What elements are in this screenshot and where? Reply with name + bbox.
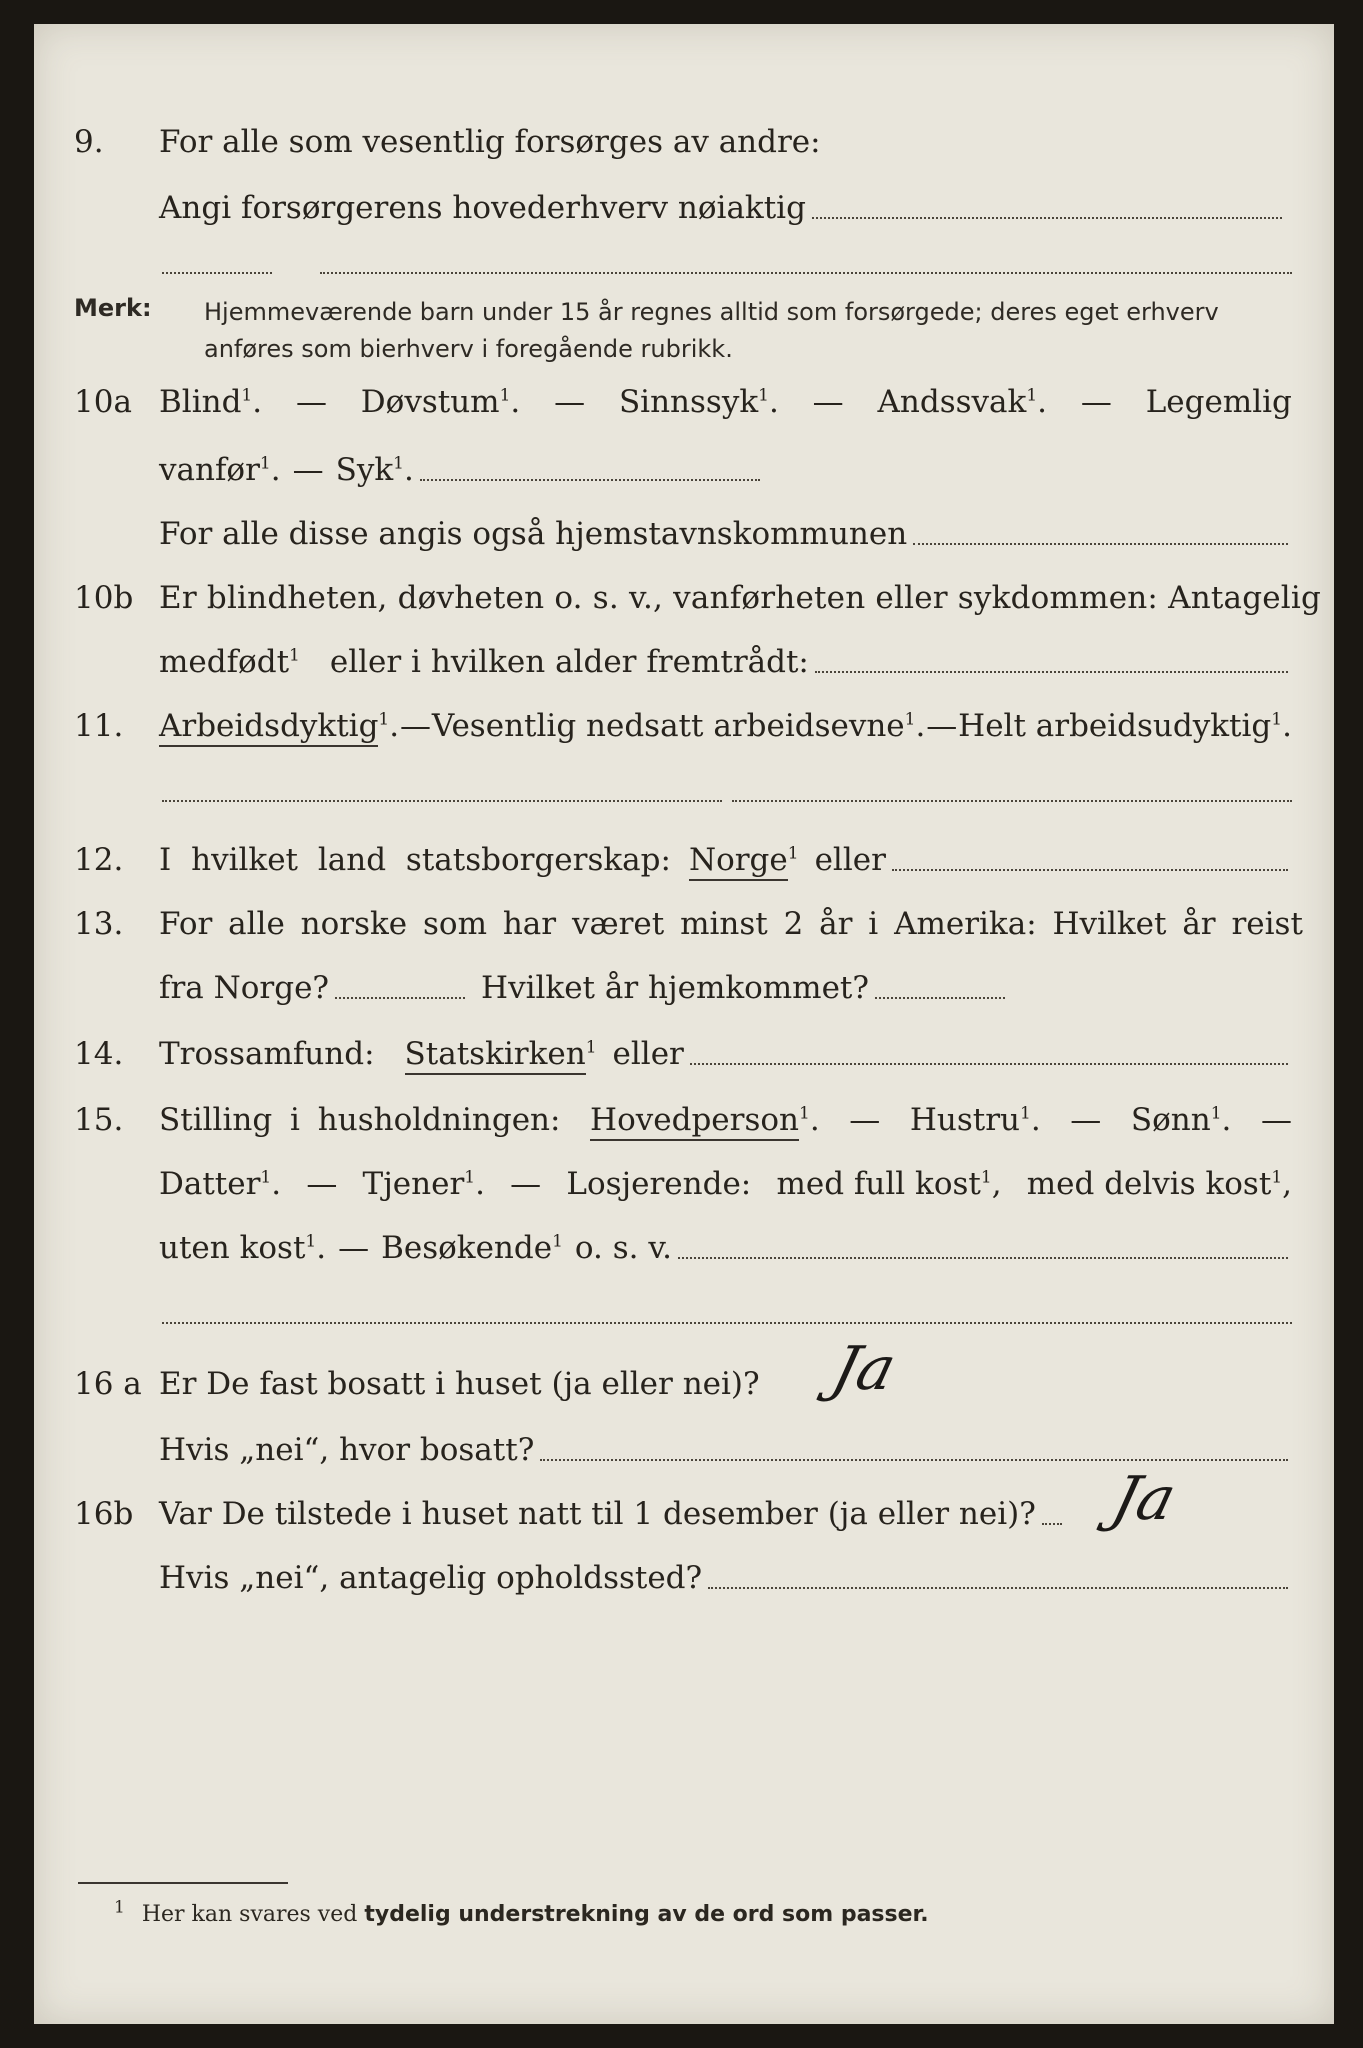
answer-line[interactable] <box>162 800 722 802</box>
eller-label: eller <box>612 1036 684 1072</box>
handwritten-answer-16a: Ja <box>825 1334 903 1404</box>
question-text: Hvis „nei“, hvor bosatt? <box>159 1432 535 1468</box>
answer-line[interactable] <box>815 671 1288 673</box>
option-dovstum[interactable]: Døvstum$^1$. <box>360 384 521 420</box>
question-13-line-1 <box>34 896 1334 942</box>
question-number: 9. <box>74 124 104 160</box>
answer-line[interactable] <box>1042 1523 1062 1525</box>
option-sinnssyk[interactable]: Sinnssyk$^1$. <box>618 384 779 420</box>
question-text: Er De fast bosatt i huset (ja eller nei)? <box>159 1366 760 1402</box>
answer-line[interactable] <box>690 1063 1288 1065</box>
question-text: Angi forsørgerens hovederhverv nøiaktig <box>159 190 806 226</box>
option-nedsatt[interactable]: Vesentlig nedsatt arbeidsevne$^1$. <box>431 708 926 744</box>
note-text: Hjemmeværende barn under 15 år regnes alltid som forsørgede; deres eget erhverv anføres som bierhverv i foregående rubrikk. <box>204 298 1219 363</box>
answer-line[interactable] <box>320 272 1292 274</box>
separator: — <box>554 384 586 420</box>
option-legemlig[interactable]: Legemlig <box>1145 384 1292 420</box>
footnote <box>114 1897 929 1927</box>
question-number: 10b <box>74 580 134 616</box>
question-text: Hvilket år hjemkommet? <box>481 970 870 1006</box>
option-andssvak[interactable]: Andssvak$^1$. <box>877 384 1047 420</box>
question-text: fra Norge? <box>159 970 330 1006</box>
option-tjener[interactable]: Tjener$^1$. <box>362 1166 485 1202</box>
footnote-text: Her kan svares ved <box>141 1902 358 1927</box>
option-arbeidsdyktig[interactable]: Arbeidsdyktig$^1$. <box>159 708 399 744</box>
option-norge[interactable]: Norge$^1$ <box>689 842 799 878</box>
question-10a-line-2 <box>34 442 1334 488</box>
option-syk[interactable]: Syk$^1$. <box>335 452 414 488</box>
question-12 <box>34 832 1334 878</box>
question-15-line-1 <box>34 1092 1334 1138</box>
separator: — <box>1070 1102 1102 1138</box>
eller-label: eller <box>814 842 886 878</box>
handwritten-answer-16b: Ja <box>1105 1464 1183 1534</box>
answer-line[interactable] <box>162 1322 1292 1324</box>
answer-line[interactable] <box>913 543 1288 545</box>
question-number: 11. <box>74 708 124 744</box>
separator: — <box>849 1102 881 1138</box>
option-hovedperson[interactable]: Hovedperson$^1$. <box>590 1102 820 1138</box>
question-number: 14. <box>74 1036 124 1072</box>
separator: — <box>295 384 327 420</box>
separator: — <box>1080 384 1112 420</box>
question-15-line-3 <box>34 1220 1334 1266</box>
note-label: Merk: <box>74 294 152 322</box>
question-10b-line-2 <box>34 634 1334 680</box>
question-number: 13. <box>74 906 124 942</box>
option-medfodt[interactable]: medfødt$^1$ <box>159 644 300 680</box>
question-number: 10a <box>74 384 132 420</box>
option-besokende[interactable]: Besøkende$^1$ <box>381 1230 563 1266</box>
separator: — <box>926 708 958 744</box>
separator: — <box>1260 1102 1292 1138</box>
footnote-mark: 1 <box>114 1897 125 1918</box>
census-form-page <box>34 24 1334 2024</box>
answer-line-reist[interactable] <box>335 997 465 999</box>
question-14 <box>34 1026 1334 1072</box>
separator: — <box>306 1166 338 1202</box>
question-9-line-1 <box>34 114 1334 160</box>
question-11 <box>34 698 1334 744</box>
option-datter[interactable]: Datter$^1$. <box>159 1166 282 1202</box>
footnote-rule <box>78 1882 288 1884</box>
question-text: Stilling i husholdningen: <box>159 1102 561 1138</box>
option-blind[interactable]: Blind$^1$. <box>159 384 263 420</box>
question-text: Er blindheten, døvheten o. s. v., vanførheten eller sykdommen: Antagelig <box>159 580 1322 616</box>
separator: — <box>292 452 324 488</box>
footnote-text-bold: tydelig understrekning av de ord som passer. <box>364 1902 929 1927</box>
option-udyktig[interactable]: Helt arbeidsudyktig$^1$. <box>958 708 1292 744</box>
question-16b-line-2 <box>34 1550 1334 1596</box>
separator: — <box>812 384 844 420</box>
question-text: For alle disse angis også hjemstavnskommunen <box>159 516 908 552</box>
question-text: For alle norske som har været minst 2 år i Amerika: Hvilket år reist <box>159 906 1303 942</box>
question-text: Var De tilstede i huset natt til 1 desember (ja eller nei)? <box>159 1496 1036 1532</box>
note-block <box>34 294 1334 374</box>
answer-line-hjemkommet[interactable] <box>875 997 1005 999</box>
question-text: For alle som vesentlig forsørges av andre: <box>159 124 821 160</box>
question-10a-line-3 <box>34 506 1334 552</box>
answer-line[interactable] <box>812 217 1282 219</box>
separator: — <box>510 1166 542 1202</box>
question-number: 16b <box>74 1496 134 1532</box>
option-uten-kost[interactable]: uten kost$^1$. <box>159 1230 327 1266</box>
option-statskirken[interactable]: Statskirken$^1$ <box>405 1036 597 1072</box>
question-13-line-2 <box>34 960 1334 1006</box>
question-10b-line-1 <box>34 570 1334 616</box>
question-16a-line-2 <box>34 1422 1334 1468</box>
question-9-line-2 <box>34 180 1334 226</box>
question-number: 16 a <box>74 1366 142 1402</box>
question-text: Hvis „nei“, antagelig opholdssted? <box>159 1560 703 1596</box>
option-delvis-kost[interactable]: med delvis kost$^1$, <box>1026 1166 1292 1202</box>
question-text: I hvilket land statsborgerskap: <box>159 842 671 878</box>
question-text: eller i hvilken alder fremtrådt: <box>329 644 809 680</box>
answer-line[interactable] <box>678 1257 1288 1259</box>
question-number: 12. <box>74 842 124 878</box>
losjerende-label: Losjerende: <box>566 1166 752 1202</box>
answer-line[interactable] <box>540 1459 1288 1461</box>
option-vanfor[interactable]: vanfør$^1$. <box>159 452 281 488</box>
question-16a-line-1 <box>34 1356 1334 1402</box>
question-text: Trossamfund: <box>159 1036 375 1072</box>
answer-line[interactable] <box>162 272 272 274</box>
answer-line[interactable] <box>708 1587 1288 1589</box>
question-15-line-2 <box>34 1156 1334 1202</box>
option-full-kost[interactable]: med full kost$^1$, <box>776 1166 1002 1202</box>
osv-label: o. s. v. <box>574 1230 673 1266</box>
answer-line[interactable] <box>892 869 1288 871</box>
option-hustru[interactable]: Hustru$^1$. <box>909 1102 1041 1138</box>
option-sonn[interactable]: Sønn$^1$. <box>1130 1102 1232 1138</box>
question-number: 15. <box>74 1102 124 1138</box>
answer-line[interactable] <box>732 800 1292 802</box>
answer-line[interactable] <box>420 479 760 481</box>
question-10a-line-1 <box>34 374 1334 420</box>
separator: — <box>338 1230 370 1266</box>
separator: — <box>400 708 432 744</box>
